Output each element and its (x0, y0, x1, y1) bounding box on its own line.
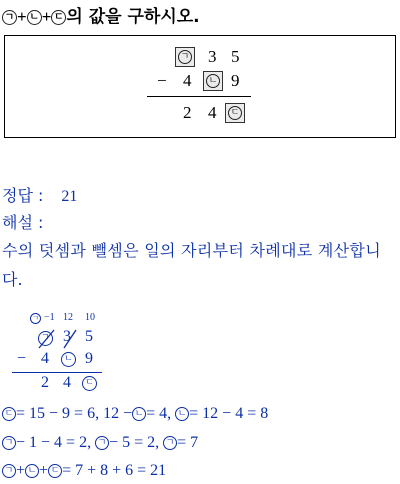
circled-a-symbol: ㄱ (30, 313, 41, 324)
circled-a-symbol: ㄱ (95, 436, 109, 450)
eq-text: − 5 = 2, (109, 434, 160, 451)
digit: 3 (208, 47, 217, 66)
circled-a-symbol-struck: ㄱ (38, 331, 53, 346)
circled-b-symbol: ㄴ (25, 464, 39, 478)
digit: 5 (85, 328, 93, 345)
digit-struck: 3 (63, 328, 71, 345)
explanation-text-line2: 다. (2, 270, 23, 289)
circled-c-symbol: ㄷ (228, 106, 242, 120)
digit: 9 (85, 350, 93, 367)
circled-b-symbol: ㄴ (132, 407, 146, 421)
digit: 4 (208, 103, 217, 122)
answer-label: 정답 : (2, 186, 44, 205)
digit: 2 (41, 374, 49, 391)
subtraction-line (12, 372, 102, 373)
circled-a-symbol: ㄱ (2, 436, 16, 450)
equation-line-3 (2, 462, 166, 480)
circled-c-symbol: ㄷ (82, 376, 97, 391)
digit: 2 (183, 103, 192, 122)
borrow-minus-one: −1 (44, 312, 55, 323)
answer-value: 21 (61, 188, 78, 205)
digit: 4 (63, 374, 71, 391)
minus-sign: − (17, 350, 27, 367)
circled-c-symbol: ㄷ (51, 10, 66, 25)
question-text: 의 값을 구하시오. (66, 7, 200, 27)
circled-c-symbol: ㄷ (2, 407, 16, 421)
eq-text: − 1 − 4 = 2, (16, 434, 92, 451)
circled-b-symbol: ㄴ (27, 10, 42, 25)
circled-b-symbol: ㄴ (206, 74, 220, 88)
circled-a-symbol: ㄱ (2, 10, 17, 25)
circled-b-symbol: ㄴ (175, 407, 189, 421)
eq-text: 12 − (103, 405, 133, 422)
plus-sign: + (39, 462, 49, 479)
plus-sign: + (41, 7, 52, 26)
explanation-text-line1: 수의 덧셈과 뺄셈은 일의 자리부터 차례대로 계산합니 (2, 241, 381, 260)
eq-text: = 7 (177, 434, 199, 451)
circled-c-symbol: ㄷ (48, 464, 62, 478)
circled-a-symbol: ㄱ (163, 436, 177, 450)
digit: 4 (183, 71, 192, 90)
plus-sign: + (16, 462, 26, 479)
eq-text: = 12 − 4 = 8 (189, 405, 269, 422)
digit: 5 (231, 47, 240, 66)
borrow-ten: 10 (85, 312, 95, 323)
eq-text: = 15 − 9 = 6, (16, 405, 100, 422)
borrow-twelve: 12 (63, 312, 73, 323)
digit: 4 (41, 350, 49, 367)
minus-sign: − (157, 71, 167, 90)
equation-line-1 (2, 405, 268, 423)
eq-text: = 4, (146, 405, 172, 422)
explanation-label: 해설 : (2, 213, 44, 232)
circled-a-symbol: ㄱ (2, 464, 16, 478)
plus-sign: + (17, 7, 27, 26)
circled-a-symbol: ㄱ (178, 50, 192, 64)
eq-text: = 7 + 8 + 6 = 21 (62, 462, 167, 479)
equation-line-2 (2, 434, 198, 452)
digit: 9 (231, 71, 240, 90)
circled-b-symbol: ㄴ (61, 352, 76, 367)
